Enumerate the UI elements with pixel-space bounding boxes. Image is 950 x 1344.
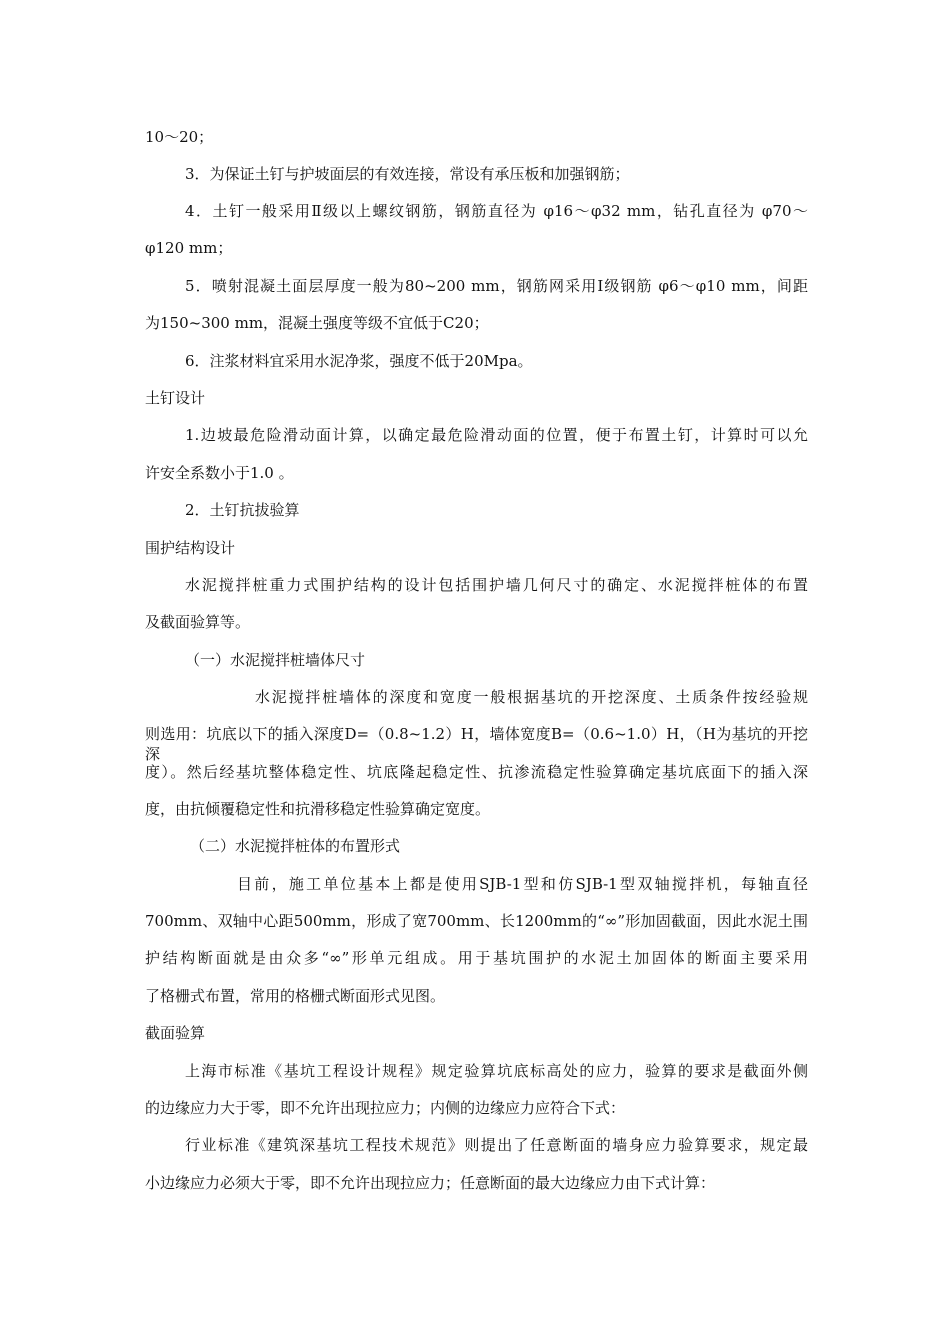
section-heading: 围护结构设计 (145, 539, 236, 557)
subsection-heading: （一）水泥搅拌桩墙体尺寸 (185, 651, 366, 669)
text-line: 行业标准《建筑深基坑工程技术规范》则提出了任意断面的墙身应力验算要求，规定最 (185, 1136, 808, 1154)
text-line: 2．土钉抗拔验算 (185, 501, 300, 519)
text-line: 6．注浆材料宜采用水泥净浆，强度不低于20Mpa。 (185, 352, 533, 370)
text-line: 则选用：坑底以下的插入深度D=（0.8~1.2）H，墙体宽度B=（0.6~1.0）H，（H为基坑的开挖深 (145, 725, 808, 763)
subsection-heading: （二）水泥搅拌桩体的布置形式 (190, 837, 401, 855)
text-line: 许安全系数小于1.0 。 (145, 464, 294, 482)
text-line: 水泥搅拌桩重力式围护结构的设计包括围护墙几何尺寸的确定、水泥搅拌桩体的布置 (185, 576, 808, 594)
text-line: φ120 mm； (145, 239, 233, 257)
text-line: 度，由抗倾覆稳定性和抗滑移稳定性验算确定宽度。 (145, 800, 491, 818)
text-line: 3．为保证土钉与护坡面层的有效连接，常设有承压板和加强钢筋； (185, 165, 630, 183)
text-line: 了格栅式布置，常用的格栅式断面形式见图。 (145, 987, 446, 1005)
section-heading: 土钉设计 (145, 389, 206, 407)
text-line: 1.边坡最危险滑动面计算，以确定最危险滑动面的位置，便于布置土钉，计算时可以允 (185, 426, 808, 444)
text-line: 4．土钉一般采用Ⅱ级以上螺纹钢筋，钢筋直径为 φ16～φ32 mm，钻孔直径为 φ70～ (185, 202, 808, 220)
text-line: 小边缘应力必须大于零，即不允许出现拉应力；任意断面的最大边缘应力由下式计算： (145, 1174, 716, 1192)
text-line: 的边缘应力大于零，即不允许出现拉应力；内侧的边缘应力应符合下式： (145, 1099, 626, 1117)
section-heading: 截面验算 (145, 1024, 206, 1042)
text-line: 10～20； (145, 128, 214, 146)
text-line: 水泥搅拌桩墙体的深度和宽度一般根据基坑的开挖深度、土质条件按经验规 (255, 688, 808, 706)
text-line: 护结构断面就是由众多“∞”形单元组成。用于基坑围护的水泥土加固体的断面主要采用 (145, 949, 808, 967)
text-line: 为150~300 mm，混凝土强度等级不宜低于C20； (145, 314, 489, 332)
text-line: 及截面验算等。 (145, 613, 251, 631)
text-line: 5．喷射混凝土面层厚度一般为80~200 mm，钢筋网采用Ⅰ级钢筋 φ6～φ10 mm，间距 (185, 277, 808, 295)
text-line: 度）。然后经基坑整体稳定性、坑底隆起稳定性、抗渗流稳定性验算确定基坑底面下的插入深 (145, 763, 808, 781)
text-line: 上海市标准《基坑工程设计规程》规定验算坑底标高处的应力，验算的要求是截面外侧 (185, 1062, 808, 1080)
text-line: 目前，施工单位基本上都是使用SJB-1型和仿SJB-1型双轴搅拌机，每轴直径 (237, 875, 808, 893)
text-line: 700mm、双轴中心距500mm，形成了宽700mm、长1200mm的“∞”形加固截面，因此水泥土围 (145, 912, 808, 930)
